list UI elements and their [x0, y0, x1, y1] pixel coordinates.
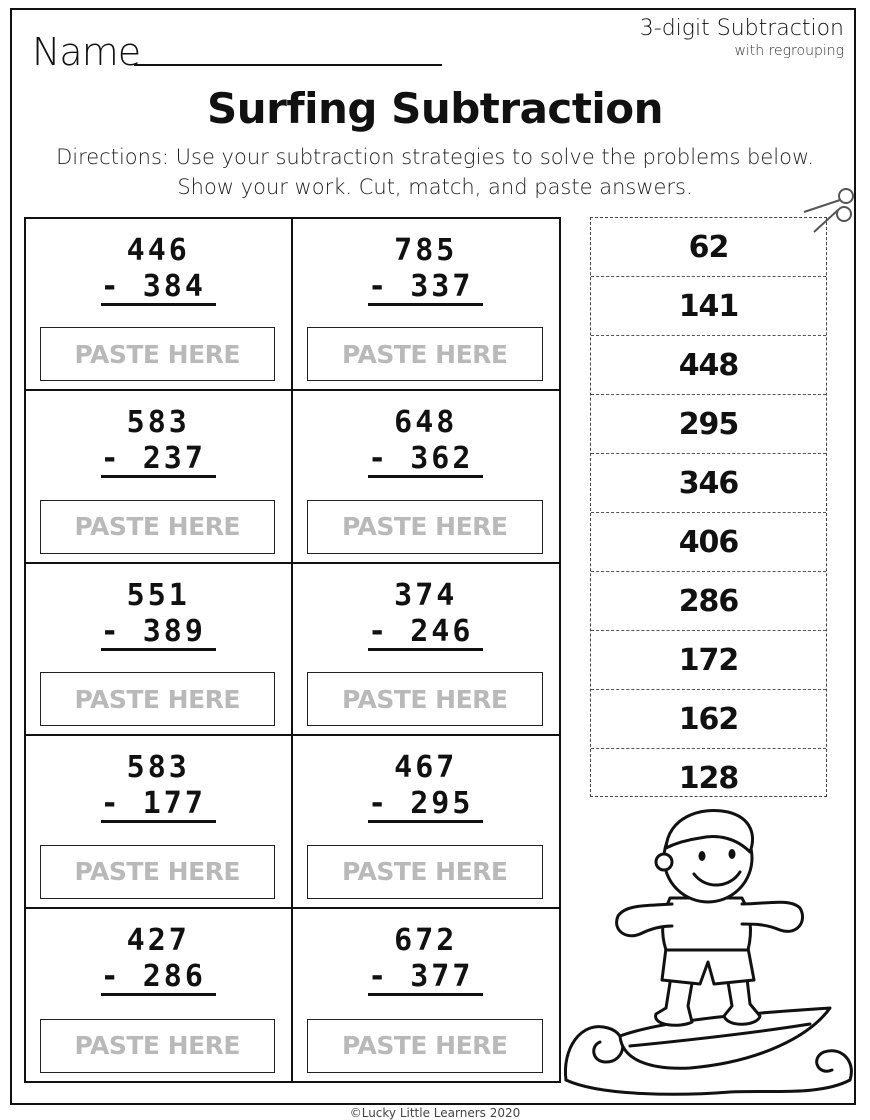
- topic-label: [640, 16, 844, 59]
- problem-grid: [24, 217, 561, 1083]
- paste-box[interactable]: PASTE HERE: [40, 327, 275, 381]
- minuend: 583: [126, 750, 190, 786]
- copyright-footer: ©Lucky Little Learners 2020: [349, 1106, 521, 1120]
- problem-cell: [26, 736, 293, 908]
- problem: [26, 405, 291, 478]
- problem-cell: [26, 219, 293, 391]
- minuend: 374: [394, 577, 458, 613]
- paste-box[interactable]: PASTE HERE: [307, 845, 544, 899]
- problem-cell: [293, 736, 560, 908]
- answer-card[interactable]: 346: [591, 454, 826, 513]
- subtrahend: - 377: [368, 961, 483, 996]
- paste-box[interactable]: PASTE HERE: [40, 500, 275, 554]
- problem: [293, 405, 560, 478]
- answer-card[interactable]: 128: [678, 760, 739, 796]
- answer-card[interactable]: 62: [591, 218, 826, 277]
- directions-line-1: Directions: Use your subtraction strategies to solve the problems below.: [56, 145, 814, 169]
- paste-box[interactable]: PASTE HERE: [307, 672, 544, 726]
- name-label: Name: [32, 30, 141, 74]
- paste-box[interactable]: PASTE HERE: [40, 1019, 275, 1073]
- page-title: Surfing Subtraction: [206, 84, 664, 133]
- minuend: 648: [394, 405, 458, 441]
- subtrahend: - 177: [101, 788, 216, 823]
- problem: [26, 750, 291, 823]
- problem-cell: [293, 391, 560, 563]
- answer-card[interactable]: 448: [591, 336, 826, 395]
- subtrahend: - 246: [368, 616, 483, 651]
- subtrahend: - 389: [101, 616, 216, 651]
- name-field-line[interactable]: [134, 64, 442, 66]
- paste-box[interactable]: PASTE HERE: [40, 845, 275, 899]
- problem: [26, 578, 291, 651]
- subtrahend: - 237: [101, 443, 216, 478]
- minuend: 467: [394, 750, 458, 786]
- paste-box[interactable]: PASTE HERE: [307, 327, 544, 381]
- topic-sub: with regrouping: [734, 43, 844, 59]
- minuend: 672: [394, 922, 458, 958]
- minuend: 785: [394, 233, 458, 268]
- answer-card[interactable]: 172: [591, 631, 826, 690]
- paste-box[interactable]: PASTE HERE: [307, 1019, 544, 1073]
- subtrahend: - 362: [368, 443, 483, 478]
- problem-cell: [26, 391, 293, 563]
- problem-cell: [26, 909, 293, 1081]
- topic-main: 3-digit Subtraction: [639, 16, 844, 41]
- problem-cell: [293, 564, 560, 736]
- subtrahend: - 384: [101, 271, 216, 306]
- answer-card[interactable]: 286: [591, 572, 826, 631]
- directions-line-2: Show your work. Cut, match, and paste answers.: [177, 175, 693, 199]
- answer-card[interactable]: 406: [591, 513, 826, 572]
- minuend: 583: [126, 405, 190, 441]
- answer-card[interactable]: 295: [591, 395, 826, 454]
- subtrahend: - 295: [368, 788, 483, 823]
- problem: [293, 233, 560, 306]
- answer-card[interactable]: 162: [591, 690, 826, 749]
- paste-box[interactable]: PASTE HERE: [307, 500, 544, 554]
- problem-cell: [293, 219, 560, 391]
- problem: [293, 750, 560, 823]
- answer-card[interactable]: 141: [591, 277, 826, 336]
- problem-cell: [26, 564, 293, 736]
- problem: [293, 923, 560, 996]
- minuend: 427: [126, 922, 190, 958]
- minuend: 446: [126, 233, 190, 268]
- surfer-boy-illustration: [560, 800, 856, 1100]
- paste-box[interactable]: PASTE HERE: [40, 672, 275, 726]
- problem-cell: [293, 909, 560, 1081]
- problem: [26, 923, 291, 996]
- subtrahend: - 286: [101, 961, 216, 996]
- minuend: 551: [126, 577, 190, 613]
- answer-strip: [590, 217, 827, 797]
- problem: [293, 578, 560, 651]
- subtrahend: - 337: [368, 271, 483, 306]
- problem: [26, 233, 291, 306]
- directions: [20, 142, 850, 202]
